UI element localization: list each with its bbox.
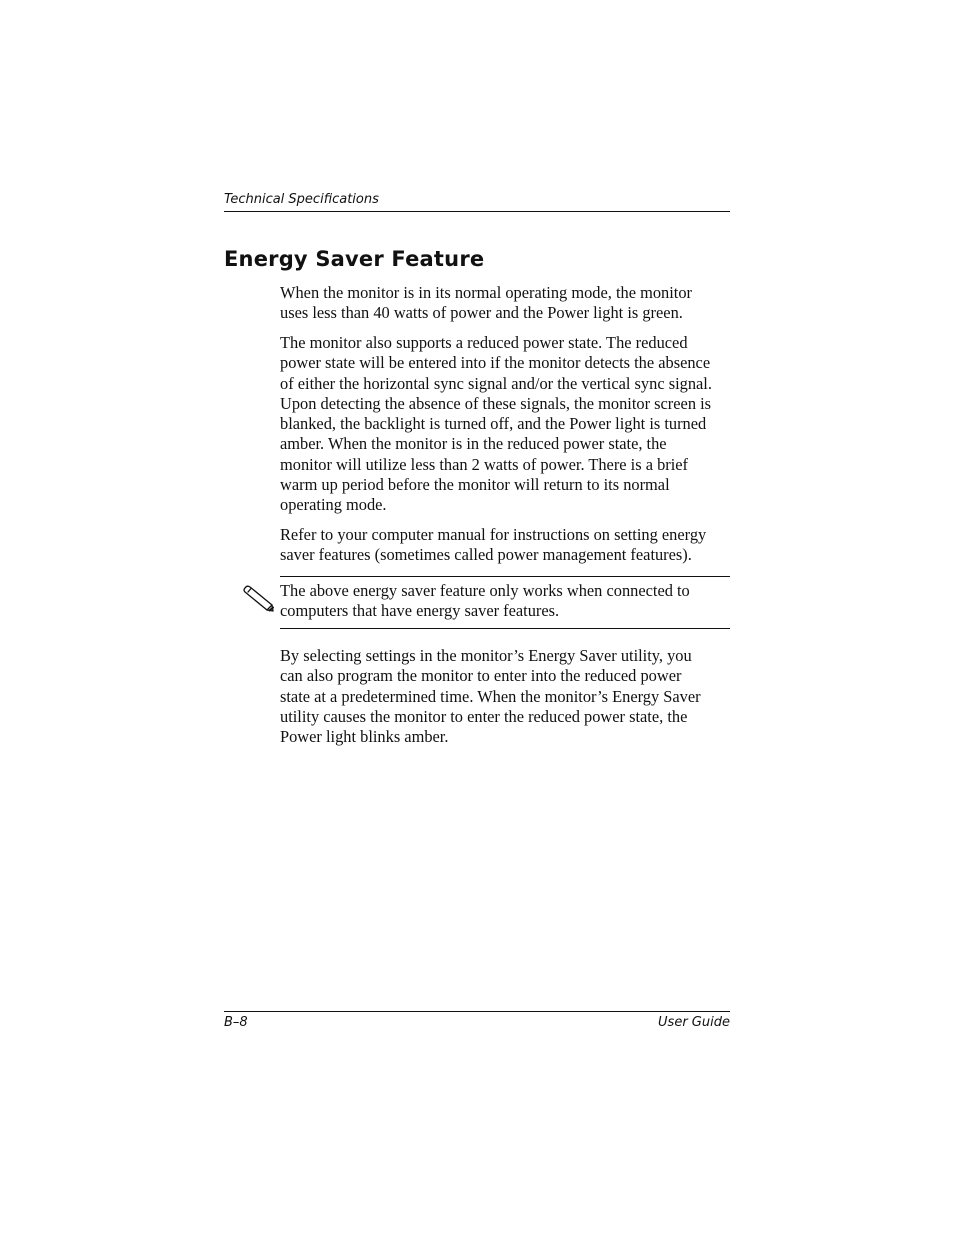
text-line: Power light blinks amber. bbox=[280, 727, 449, 747]
text-line: The monitor also supports a reduced power state. The reduced bbox=[280, 333, 688, 352]
paragraph-reduced-power bbox=[280, 333, 732, 516]
text-line: power state will be entered into if the monitor detects the absence bbox=[280, 353, 711, 373]
text-line: state at a predetermined time. When the monitor’s Energy Saver bbox=[280, 686, 701, 706]
paragraph-normal-mode bbox=[280, 283, 732, 324]
text-line: When the monitor is in its normal operating mode, the monitor bbox=[280, 283, 692, 302]
text-line: warm up period before the monitor will return to its normal bbox=[280, 475, 670, 495]
text-line: can also program the monitor to enter into the reduced power bbox=[280, 666, 682, 686]
footer-rule bbox=[224, 1011, 730, 1012]
text-line: The above energy saver feature only works when connected to bbox=[280, 581, 690, 600]
document-title: User Guide bbox=[658, 1015, 730, 1030]
text-line: Refer to your computer manual for instructions on setting energy bbox=[280, 525, 707, 544]
text-line: uses less than 40 watts of power and the Power light is green. bbox=[280, 303, 683, 323]
text-line: amber. When the monitor is in the reduced power state, the bbox=[280, 434, 667, 454]
text-line: utility causes the monitor to enter the reduced power state, the bbox=[280, 706, 688, 726]
page-number: B–8 bbox=[224, 1015, 248, 1030]
text-line: Upon detecting the absence of these signals, the monitor screen is bbox=[280, 393, 712, 413]
text-line: monitor will utilize less than 2 watts of power. There is a brief bbox=[280, 454, 689, 474]
note-bottom-rule bbox=[280, 628, 730, 629]
text-line: By selecting settings in the monitor’s Energy Saver utility, you bbox=[280, 646, 692, 665]
text-line: operating mode. bbox=[280, 495, 387, 515]
note-top-rule bbox=[280, 576, 730, 577]
paragraph-energy-saver-utility bbox=[280, 646, 732, 747]
paragraph-refer-manual bbox=[280, 525, 732, 566]
text-line: blanked, the backlight is turned off, and the Power light is turned bbox=[280, 414, 707, 434]
note-text bbox=[280, 581, 732, 622]
header-rule bbox=[224, 211, 730, 212]
text-line: computers that have energy saver features. bbox=[280, 601, 560, 621]
section-title: Energy Saver Feature bbox=[224, 247, 485, 271]
text-line: of either the horizontal sync signal and/or the vertical sync signal. bbox=[280, 373, 712, 393]
running-header: Technical Specifications bbox=[224, 192, 379, 207]
pencil-note-icon bbox=[240, 583, 276, 613]
text-line: saver features (sometimes called power management features). bbox=[280, 545, 692, 565]
